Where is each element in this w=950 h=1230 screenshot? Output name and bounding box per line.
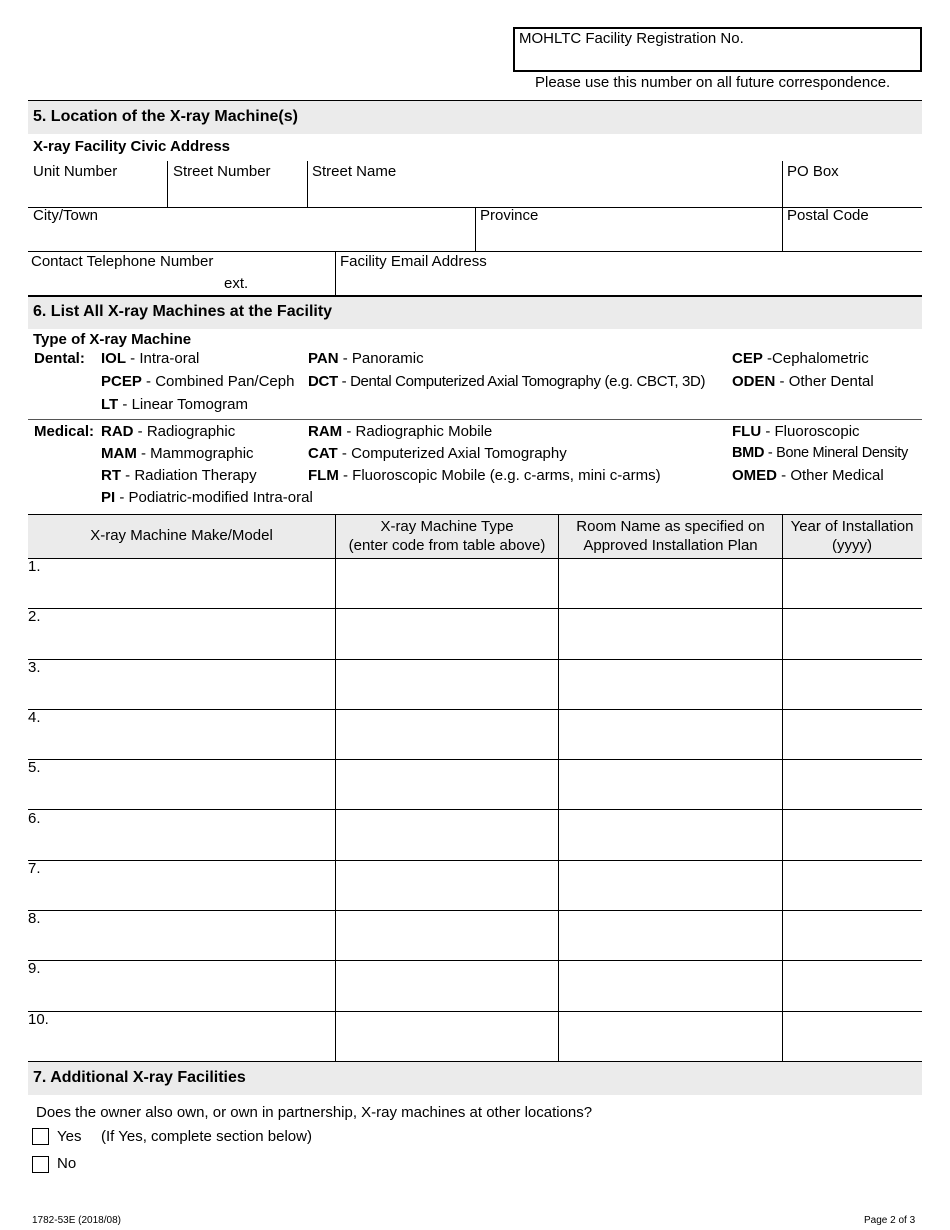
room-name-input[interactable]	[564, 974, 776, 996]
code-flu: FLU - Fluoroscopic	[732, 423, 860, 440]
year-input[interactable]	[788, 673, 916, 695]
code-bmd: BMD - Bone Mineral Density	[732, 445, 908, 461]
room-name-input[interactable]	[564, 572, 776, 594]
year-input[interactable]	[788, 773, 916, 795]
street-name-label: Street Name	[312, 163, 397, 180]
row-number: 5.	[28, 759, 41, 777]
phone-label: Contact Telephone Number	[31, 253, 214, 270]
code-flm: FLM - Fluoroscopic Mobile (e.g. c-arms, mini c-arms)	[308, 467, 661, 484]
street-number-input[interactable]	[173, 184, 303, 204]
year-input[interactable]	[788, 974, 916, 996]
code-dct: DCT - Dental Computerized Axial Tomography (e.g. CBCT, 3D)	[308, 373, 706, 390]
code-pan: PAN - Panoramic	[308, 350, 424, 367]
yes-checkbox[interactable]	[32, 1128, 49, 1145]
make-model-input[interactable]	[52, 874, 329, 896]
code-oden: ODEN - Other Dental	[732, 373, 874, 390]
room-name-input[interactable]	[564, 924, 776, 946]
machine-type-input[interactable]	[341, 773, 552, 795]
make-model-input[interactable]	[52, 673, 329, 695]
column-divider	[782, 514, 783, 1061]
row-number: 7.	[28, 859, 41, 877]
page-number: Page 2 of 3	[864, 1215, 916, 1226]
table-row	[28, 659, 922, 709]
row-number: 3.	[28, 658, 41, 676]
no-label: No	[57, 1155, 77, 1172]
make-model-input[interactable]	[52, 1025, 329, 1047]
code-cep: CEP -Cephalometric	[732, 350, 869, 367]
room-name-input[interactable]	[564, 622, 776, 644]
form-id: 1782-53E (2018/08)	[32, 1215, 121, 1226]
unit-number-label: Unit Number	[33, 163, 118, 180]
row-number: 1.	[28, 558, 41, 575]
make-model-input[interactable]	[52, 924, 329, 946]
street-name-input[interactable]	[312, 184, 777, 204]
year-input[interactable]	[788, 924, 916, 946]
dental-label: Dental:	[34, 350, 85, 367]
header-room-name: Room Name as specified on Approved Installation Plan	[576, 518, 765, 554]
make-model-input[interactable]	[52, 572, 329, 594]
header-machine-type: X-ray Machine Type (enter code from table above)	[348, 518, 546, 554]
table-row	[28, 910, 922, 960]
table-row	[28, 810, 922, 860]
cell-divider	[782, 161, 783, 251]
year-input[interactable]	[788, 874, 916, 896]
postal-code-label: Postal Code	[787, 207, 869, 224]
yes-label: Yes	[57, 1128, 82, 1145]
room-name-input[interactable]	[564, 723, 776, 745]
street-number-label: Street Number	[173, 163, 271, 180]
code-ram: RAM - Radiographic Mobile	[308, 423, 493, 440]
table-row	[28, 759, 922, 809]
machine-type-input[interactable]	[341, 622, 552, 644]
phone-input[interactable]	[31, 274, 216, 294]
row-divider	[28, 419, 922, 420]
year-input[interactable]	[788, 622, 916, 644]
code-rad: RAD - Radiographic	[101, 423, 236, 440]
row-divider	[28, 514, 922, 515]
medical-label: Medical:	[34, 423, 95, 440]
room-name-input[interactable]	[564, 824, 776, 846]
column-divider	[558, 514, 559, 1061]
unit-number-input[interactable]	[33, 184, 163, 204]
postal-code-input[interactable]	[787, 228, 917, 248]
po-box-input[interactable]	[787, 184, 917, 204]
row-divider	[28, 251, 922, 252]
cell-divider	[307, 161, 308, 207]
code-lt: LT - Linear Tomogram	[101, 396, 249, 413]
header-year-installation: Year of Installation (yyyy)	[790, 518, 914, 554]
row-number: 6.	[28, 809, 41, 827]
code-iol: IOL - Intra-oral	[101, 350, 200, 367]
no-checkbox[interactable]	[32, 1156, 49, 1173]
room-name-input[interactable]	[564, 773, 776, 795]
row-number: 2.	[28, 608, 41, 626]
machine-type-input[interactable]	[341, 924, 552, 946]
table-row	[28, 558, 922, 608]
table-row	[28, 709, 922, 759]
row-number: 8.	[28, 910, 41, 928]
table-row	[28, 860, 922, 910]
machine-type-heading: Type of X-ray Machine	[33, 331, 192, 348]
year-input[interactable]	[788, 1025, 916, 1047]
make-model-input[interactable]	[52, 824, 329, 846]
machine-type-input[interactable]	[341, 974, 552, 996]
additional-facilities-question: Does the owner also own, or own in partnership, X-ray machines at other locations?	[36, 1104, 593, 1121]
make-model-input[interactable]	[52, 974, 329, 996]
email-label: Facility Email Address	[340, 253, 487, 270]
province-input[interactable]	[480, 228, 777, 248]
row-divider	[28, 558, 922, 559]
year-input[interactable]	[788, 723, 916, 745]
room-name-input[interactable]	[564, 1025, 776, 1047]
po-box-label: PO Box	[787, 163, 839, 180]
province-label: Province	[480, 207, 539, 224]
year-input[interactable]	[788, 572, 916, 594]
code-pi: PI - Podiatric-modified Intra-oral	[101, 489, 313, 506]
machine-table	[28, 514, 922, 1061]
city-input[interactable]	[33, 228, 468, 248]
room-name-input[interactable]	[564, 673, 776, 695]
table-row	[28, 608, 922, 658]
cell-divider	[167, 161, 168, 207]
column-divider	[335, 514, 336, 1061]
email-input[interactable]	[340, 274, 915, 294]
row-number: 9.	[28, 960, 41, 978]
section-7-title: 7. Additional X-ray Facilities	[28, 1062, 922, 1095]
machine-type-input[interactable]	[341, 723, 552, 745]
section-6-title: 6. List All X-ray Machines at the Facility	[28, 297, 922, 329]
ext-input[interactable]	[252, 274, 330, 294]
code-rt: RT - Radiation Therapy	[101, 467, 257, 484]
machine-type-input[interactable]	[341, 673, 552, 695]
machine-type-input[interactable]	[341, 874, 552, 896]
room-name-input[interactable]	[564, 874, 776, 896]
code-mam: MAM - Mammographic	[101, 445, 254, 462]
make-model-input[interactable]	[52, 723, 329, 745]
section-5-title: 5. Location of the X-ray Machine(s)	[28, 101, 922, 134]
table-row	[28, 960, 922, 1010]
cell-divider	[335, 251, 336, 296]
code-cat: CAT - Computerized Axial Tomography	[308, 445, 567, 462]
header-make-model: X-ray Machine Make/Model	[90, 527, 273, 544]
yes-note: (If Yes, complete section below)	[101, 1128, 312, 1145]
city-label: City/Town	[33, 207, 99, 224]
cell-divider	[475, 207, 476, 251]
code-omed: OMED - Other Medical	[732, 467, 884, 484]
registration-note: Please use this number on all future correspondence.	[535, 74, 891, 91]
registration-number-box[interactable]	[513, 27, 922, 72]
row-number: 4.	[28, 708, 41, 726]
machine-type-input[interactable]	[341, 572, 552, 594]
make-model-input[interactable]	[52, 773, 329, 795]
registration-number-label: MOHLTC Facility Registration No.	[519, 30, 744, 47]
machine-type-input[interactable]	[341, 1025, 552, 1047]
row-number: 10.	[28, 1010, 49, 1028]
year-input[interactable]	[788, 824, 916, 846]
civic-address-heading: X-ray Facility Civic Address	[33, 138, 231, 155]
machine-type-input[interactable]	[341, 824, 552, 846]
code-pcep: PCEP - Combined Pan/Ceph	[101, 373, 295, 390]
ext-label: ext.	[224, 275, 249, 292]
table-row	[28, 1011, 922, 1061]
make-model-input[interactable]	[52, 622, 329, 644]
